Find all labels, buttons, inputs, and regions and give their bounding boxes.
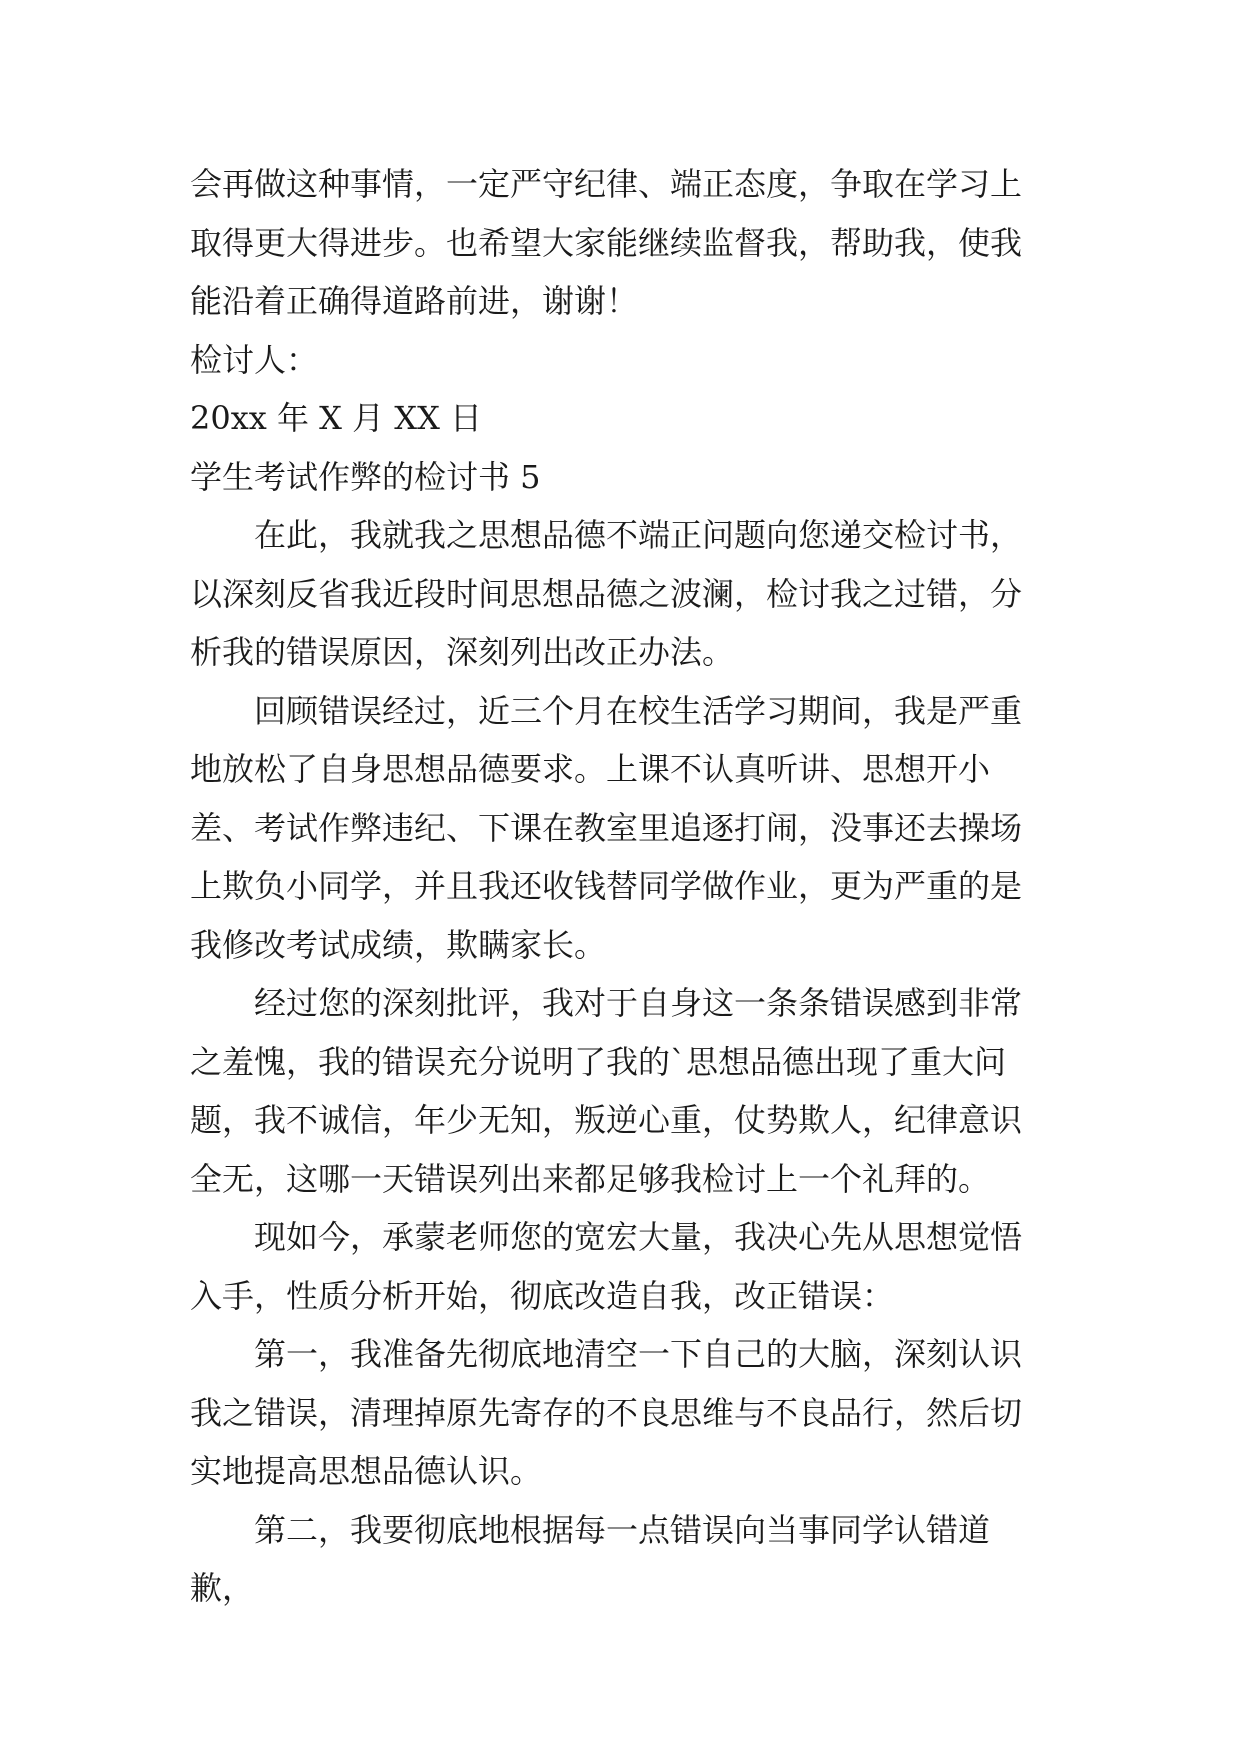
paragraph-3: 经过您的深刻批评，我对于自身这一条条错误感到非常之羞愧，我的错误充分说明了我的`思想品德出现了重大问题，我不诚信，年少无知，叛逆心重，仗势欺人，纪律意识全无，这哪一天错误列出来都足够我检讨上一个礼拜的。 xyxy=(190,984,1023,1198)
signature-date: 20xx 年 X 月 XX 日 xyxy=(190,399,483,437)
paragraph-2: 回顾错误经过，近三个月在校生活学习期间，我是严重地放松了自身思想品德要求。上课不认真听讲、思想开小差、考试作弊违纪、下课在教室里追逐打闹，没事还去操场上欺负小同学，并且我还收钱替同学做作业，更为严重的是我修改考试成绩，欺瞒家长。 xyxy=(190,691,1023,964)
continuation-paragraph: 会再做这种事情，一定严守纪律、端正态度，争取在学习上取得更大得进步。也希望大家能继续监督我，帮助我，使我能沿着正确得道路前进，谢谢！ xyxy=(190,165,1023,320)
document-body xyxy=(190,155,1050,1618)
signer-label: 检讨人： xyxy=(190,340,319,379)
paragraph-6: 第二，我要彻底地根据每一点错误向当事同学认错道歉， xyxy=(190,1510,991,1607)
paragraph-4: 现如今，承蒙老师您的宽宏大量，我决心先从思想觉悟入手，性质分析开始，彻底改造自我，改正错误： xyxy=(190,1218,1023,1315)
section-title: 学生考试作弊的检讨书 5 xyxy=(190,457,541,496)
paragraph-5: 第一，我准备先彻底地清空一下自己的大脑，深刻认识我之错误，清理掉原先寄存的不良思维与不良品行，然后切实地提高思想品德认识。 xyxy=(190,1335,1023,1490)
paragraph-1: 在此，我就我之思想品德不端正问题向您递交检讨书，以深刻反省我近段时间思想品德之波澜，检讨我之过错，分析我的错误原因，深刻列出改正办法。 xyxy=(190,516,1023,671)
